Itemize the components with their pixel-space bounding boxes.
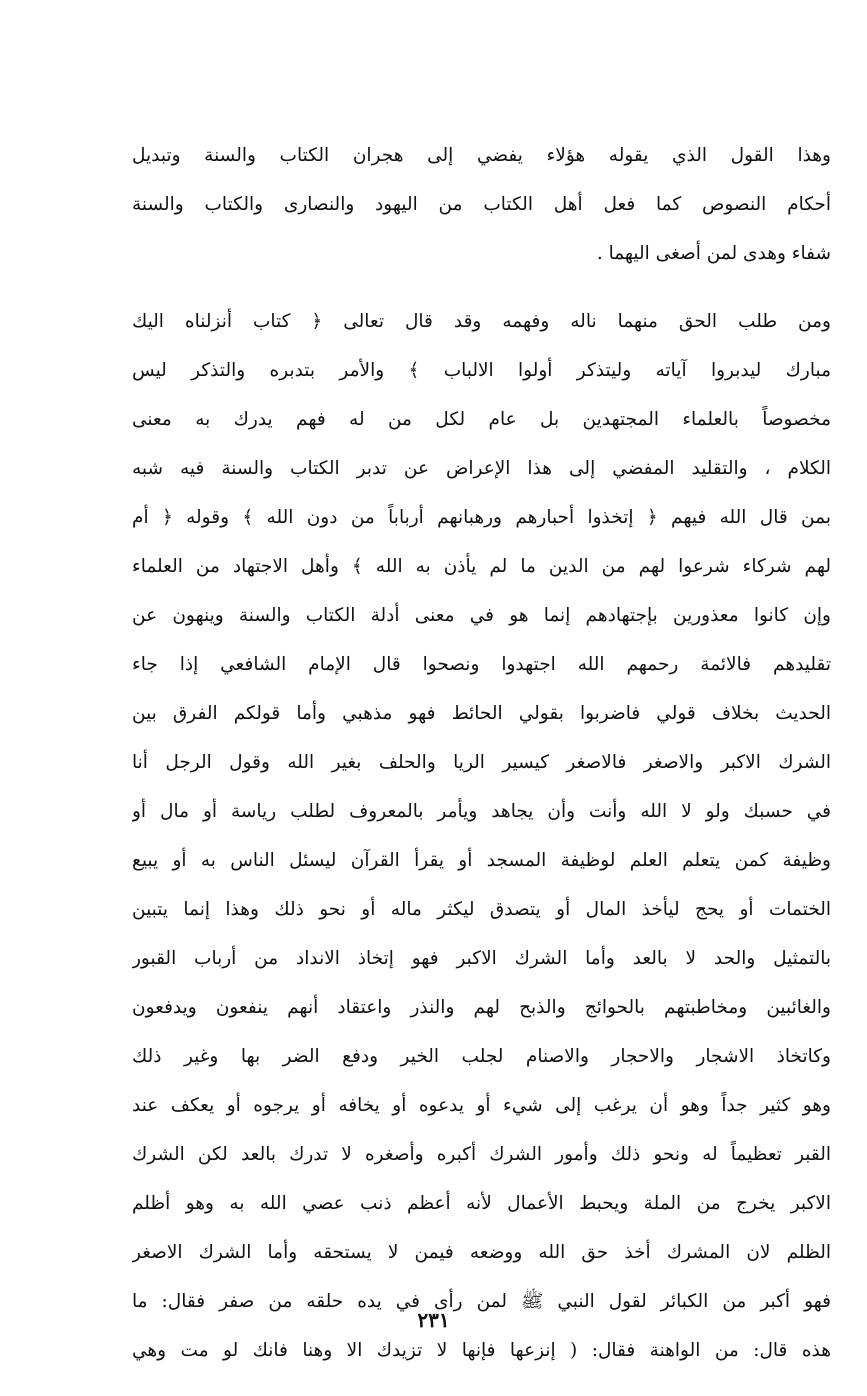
text-line: القبر تعظيماً له ونحو ذلك وأمور الشرك أكبره وأصغره لا تدرك بالعد لكن الشرك [132,1144,831,1165]
text-line: فهو أكبر من الكبائر لقول النبي ﷺ لمن رأى في يده حلقه من صفر فقال: ما [132,1291,831,1312]
text-line: وهذا القول الذي يقوله هؤلاء يفضي إلى هجران الكتاب والسنة وتبديل [132,145,831,166]
text-line: بالتمثيل والحد لا بالعد وأما الشرك الاكبر فهو إتخاذ الانداد من أرباب القبور [132,948,831,969]
text-line: مخصوصاً بالعلماء المجتهدين بل عام لكل من له فهم يدرك به معنى [132,409,831,430]
paragraph-1 [132,131,831,278]
text-line: لهم شركاء شرعوا لهم من الدين ما لم يأذن به الله ﴾ وأهل الاجتهاد من العلماء [132,556,831,577]
paragraph-2 [132,297,831,1375]
text-line: وإن كانوا معذورين بإجتهادهم إنما هو في معنى أدلة الكتاب والسنة وينهون عن [132,605,831,626]
text-line: ومن طلب الحق منهما ناله وفهمه وقد قال تعالى ﴿ كتاب أنزلناه اليك [132,311,831,332]
text-line: الظلم لان المشرك أخذ حق الله ووضعه فيمن لا يستحقه وأما الشرك الاصغر [132,1242,831,1263]
text-line: وظيفة كمن يتعلم العلم لوظيفة المسجد أو يقرأ القرآن ليسئل الناس به أو يبيع [132,850,831,871]
text-line: بمن قال الله فيهم ﴿ إتخذوا أحبارهم ورهبانهم أرباباً من دون الله ﴾ وقوله ﴿ أم [132,507,831,528]
text-line: تقليدهم فالائمة رحمهم الله اجتهدوا ونصحوا قال الإمام الشافعي إذا جاء [132,654,831,675]
text-line: أحكام النصوص كما فعل أهل الكتاب من اليهود والنصارى والكتاب والسنة [132,194,831,215]
text-line: شفاء وهدى لمن أصغى اليهما . [596,243,831,264]
text-line: الحديث بخلاف قولي فاضربوا بقولي الحائط فهو مذهبي وأما قولكم الفرق بين [132,703,831,724]
text-line: الختمات أو يحج ليأخذ المال أو يتصدق ليكثر ماله أو نحو ذلك وهذا إنما يتبين [132,899,831,920]
text-line: هذه قال: من الواهنة فقال: ( إنزعها فإنها لا تزيدك الا وهنا فانك لو مت وهي [132,1340,831,1361]
text-line: والغائبين ومخاطبتهم بالحوائج والذبح لهم والنذر واعتقاد أنهم ينفعون ويدفعون [132,997,831,1018]
text-line: مبارك ليدبروا آياته وليتذكر أولوا الالباب ﴾ والأمر بتدبره والتذكر ليس [132,360,831,381]
text-line: وهو كثير جداً وهو أن يرغب إلى شيء أو يدعوه أو يخافه أو يرجوه أو يعكف عند [132,1095,831,1116]
text-line: في حسبك ولو لا الله وأنت وأن يجاهد ويأمر بالمعروف لطلب رياسة أو مال أو [132,801,831,822]
text-line: الكلام ، والتقليد المفضي إلى هذا الإعراض عن تدبر الكتاب والسنة فيه شبه [132,458,831,479]
text-line: الاكبر يخرج من الملة ويحبط الأعمال لأنه أعظم ذنب عصي الله به وهو أظلم [132,1193,831,1214]
page-number: ٢٣١ [417,1308,450,1332]
text-line: وكاتخاذ الاشجار والاحجار والاصنام لجلب الخير ودفع الضر بها وغير ذلك [132,1046,831,1067]
text-line: الشرك الاكبر والاصغر فالاصغر كيسير الريا والحلف بغير الله وقول الرجل أنا [132,752,831,773]
